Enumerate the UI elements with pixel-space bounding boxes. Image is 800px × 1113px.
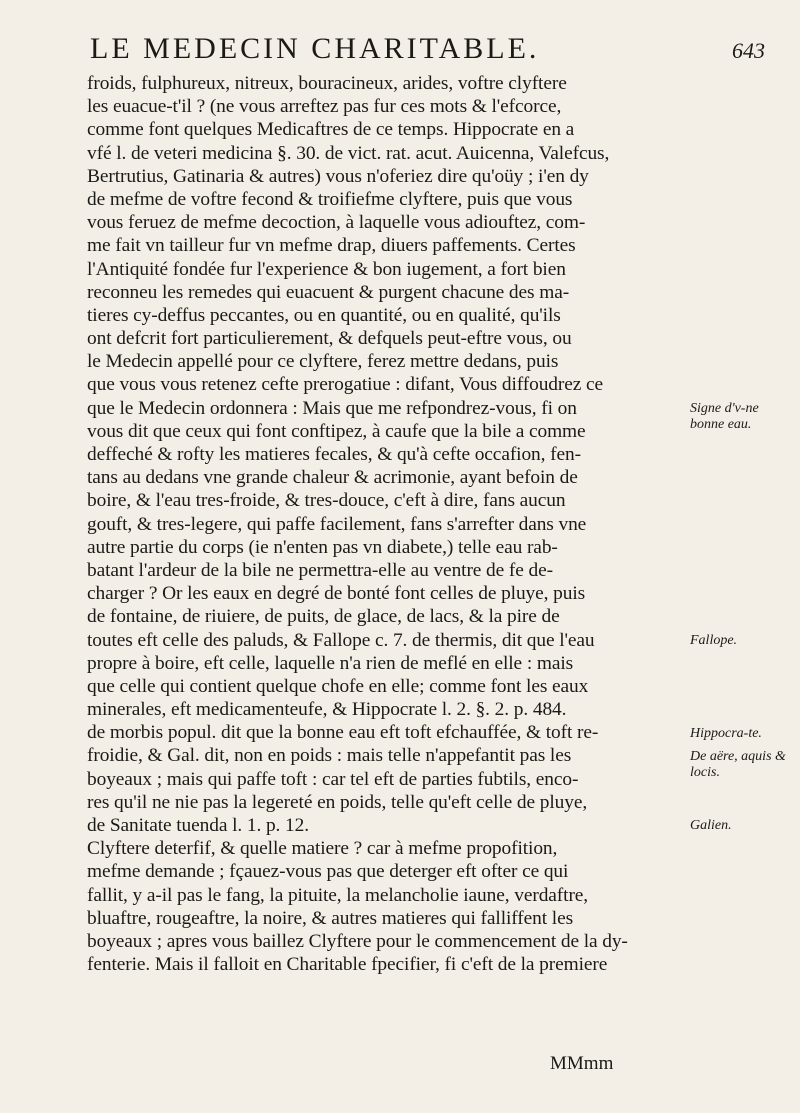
text-line: tans au dedans vne grande chaleur & acrimonie, ayant befoin de: [87, 467, 578, 489]
catchword: MMmm: [550, 1053, 614, 1074]
text-line: que le Medecin ordonnera : Mais que me refpondrez-vous, fi on: [87, 397, 577, 419]
text-line: batant l'ardeur de la bile ne permettra-elle au ventre de fe de-: [87, 559, 553, 581]
page-number: 643: [732, 38, 765, 63]
text-line: autre partie du corps (ie n'enten pas vn diabete,) telle eau rab-: [87, 536, 558, 558]
text-line: l'Antiquité fondée fur l'experience & bon iugement, a fort bien: [87, 258, 566, 280]
text-line: de morbis popul. dit que la bonne eau eft toft efchauffée, & toft re-: [87, 722, 599, 744]
text-line: gouft, & tres-legere, qui paffe facilement, fans s'arrefter dans vne: [87, 513, 587, 535]
text-line: fallit, y a-il pas le fang, la pituite, la melancholie iaune, verdaftre,: [87, 884, 589, 906]
text-line: fenterie. Mais il falloit en Charitable fpecifier, fi c'eft de la premiere: [87, 954, 608, 976]
text-line: le Medecin appellé pour ce clyftere, ferez mettre dedans, puis: [87, 351, 559, 373]
margin-note: Hippocra-te.: [690, 725, 762, 741]
text-line: reconneu les remedes qui euacuent & purgent chacune des ma-: [87, 281, 570, 303]
margin-note: Signe d'v-ne bonne eau.: [690, 400, 759, 432]
text-line: mefme demande ; fçauez-vous pas que deterger eft ofter ce qui: [87, 861, 569, 883]
text-line: tieres cy-deffus peccantes, ou en quantité, ou en qualité, qu'ils: [87, 304, 561, 326]
text-line: froids, fulphureux, nitreux, bouracineux, arides, voftre clyftere: [87, 73, 567, 94]
text-line: me fait vn tailleur fur vn mefme drap, diuers paffements. Certes: [87, 235, 576, 257]
body-text: [87, 72, 684, 976]
text-line: les euacue-t'il ? (ne vous arreftez pas fur ces mots & l'efcorce,: [87, 96, 562, 118]
text-line: Bertrutius, Gatinaria & autres) vous n'oferiez dire qu'oüy ; i'en dy: [87, 165, 589, 187]
text-line: de mefme de voftre fecond & troifiefme clyftere, puis que vous: [87, 188, 573, 210]
text-line: que vous vous retenez cefte prerogatiue : difant, Vous diffoudrez ce: [87, 374, 604, 396]
text-line: vfé l. de veteri medicina §. 30. de vict. rat. acut. Auicenna, Valefcus,: [87, 142, 610, 164]
page-header: [90, 32, 765, 72]
text-line: res qu'il ne nie pas la legereté en poids, telle qu'eft celle de pluye,: [87, 791, 588, 813]
text-line: toutes eft celle des paluds, & Fallope c. 7. de thermis, dit que l'eau: [87, 629, 595, 651]
margin-note: Fallope.: [690, 632, 738, 648]
text-line: charger ? Or les eaux en degré de bonté font celles de pluye, puis: [87, 583, 586, 605]
running-title: LE MEDECIN CHARITABLE.: [90, 32, 540, 65]
text-line: bluaftre, rougeaftre, la noire, & autres matieres qui falliffent les: [87, 907, 574, 929]
text-line: que celle qui contient quelque chofe en elle; comme font les eaux: [87, 675, 589, 697]
text-line: froidie, & Gal. dit, non en poids : mais telle n'appefantit pas les: [87, 745, 572, 767]
text-line: ont defcrit fort particulierement, & defquels peut-eftre vous, ou: [87, 328, 572, 350]
text-line: comme font quelques Medicaftres de ce temps. Hippocrate en a: [87, 119, 575, 141]
text-line: boire, & l'eau tres-froide, & tres-douce, c'eft à dire, fans aucun: [87, 490, 566, 512]
text-line: minerales, eft medicamenteufe, & Hippocrate l. 2. §. 2. p. 484.: [87, 699, 567, 721]
margin-note: Galien.: [690, 818, 732, 834]
margin-note: De aëre, aquis & locis.: [690, 748, 786, 780]
text-line: vous feruez de mefme decoction, à laquelle vous adiouftez, com-: [87, 212, 586, 234]
text-line: propre à boire, eft celle, laquelle n'a rien de meflé en elle : mais: [87, 652, 574, 674]
text-line: vous dit que ceux qui font conftipez, à caufe que la bile a comme: [87, 420, 586, 442]
text-line: Clyftere deterfif, & quelle matiere ? car à mefme propofition,: [87, 838, 558, 860]
text-line: de Sanitate tuenda l. 1. p. 12.: [87, 815, 309, 836]
text-line: deffeché & rofty les matieres fecales, & qu'à cefte occafion, fen-: [87, 444, 581, 465]
text-line: de fontaine, de riuiere, de puits, de glace, de lacs, & la pire de: [87, 606, 560, 628]
text-line: boyeaux ; apres vous baillez Clyftere pour le commencement de la dy-: [87, 930, 628, 952]
text-line: boyeaux ; mais qui paffe toft : car tel eft de parties fubtils, enco-: [87, 768, 579, 790]
